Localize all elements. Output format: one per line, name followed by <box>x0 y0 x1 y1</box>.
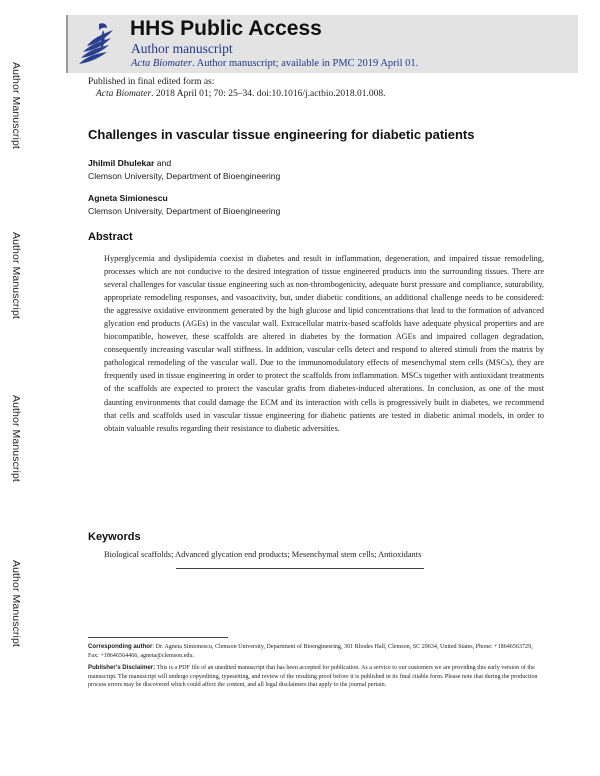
hhs-public-access-title: HHS Public Access <box>130 17 322 40</box>
citation-line: Acta Biomater. 2018 April 01; 70: 25–34. doi:10.1016/j.actbio.2018.01.008. <box>96 89 386 99</box>
keywords-divider <box>176 568 424 569</box>
availability-line: Acta Biomater. Author manuscript; available in PMC 2019 April 01. <box>131 58 419 69</box>
keywords-heading: Keywords <box>88 531 141 543</box>
footnote-divider <box>88 637 228 638</box>
side-label-author-manuscript: Author Manuscript <box>10 560 22 647</box>
author-affiliation: Clemson University, Department of Bioengineering <box>88 206 281 216</box>
side-label-author-manuscript: Author Manuscript <box>10 395 22 482</box>
article-title: Challenges in vascular tissue engineering for diabetic patients <box>88 127 475 142</box>
corresponding-author-note: Corresponding author: Dr. Agneta Simionescu, Clemson University, Department of Bioengineering, 301 Rhodes Hall, Clemson, SC 29634, United States, Phone: +18646563729, Fax: +18646564466, agneta@clemson.edu. <box>88 643 533 659</box>
abstract-heading: Abstract <box>88 231 133 243</box>
side-label-author-manuscript: Author Manuscript <box>10 62 22 149</box>
author-name: Jhilmil Dhulekar and <box>88 158 172 168</box>
published-in-label: Published in final edited form as: <box>88 77 215 87</box>
side-label-author-manuscript: Author Manuscript <box>10 232 22 319</box>
keywords-list: Biological scaffolds; Advanced glycation end products; Mesenchymal stem cells; Antioxidants <box>104 550 422 559</box>
author-name: Agneta Simionescu <box>88 193 168 203</box>
hhs-eagle-logo-icon <box>73 18 117 70</box>
publisher-disclaimer-note: Publisher's Disclaimer: This is a PDF file of an unedited manuscript that has been accepted for publication. As a service to our customers we are providing this early version of the manuscript. The manuscript will undergo copyediting, typesetting, and review of the resulting proof before it is published in its final citable form. Please note that during the production process errors may be discovered which could affect the content, and all legal disclaimers that apply to the journal pertain. <box>88 664 538 689</box>
abstract-body: Hyperglycemia and dyslipidemia coexist in diabetes and result in inflammation, degeneration, and impaired tissue remodeling, processes which are not conducive to the desired integration of tissue engineered products into the surrounding tissues. There are several challenges for vascular tissue engineering such as non-thrombogenicity, adequate burst pressure and compliance, suturability, appropriate remodeling responses, and vasoactivity, but, under diabetic conditions, an additional challenge needs to be considered: the aggressive oxidative environment generated by the high glucose and lipid concentrations that lead to the formation of advanced glycation end products (AGEs) in the vascular wall. Extracellular matrix-based scaffolds have adequate physical properties and are biocompatible, however, these scaffolds are altered in diabetes by the formation AGEs and impaired collagen degradation, consequently increasing vascular wall stiffness. In addition, vascular cells detect and respond to altered stimuli from the matrix by pathological remodeling of the vascular wall. Due to the immunomodulatory effects of mesenchymal stem cells (MSCs), they are frequently used in tissue engineering in order to protect the scaffolds from inflammation. MSCs together with antioxidant treatments of the scaffolds are expected to protect the vascular grafts from diabetes-induced alterations. In conclusion, as one of the most daunting environments that could damage the ECM and its interaction with cells is progressively built in diabetes, we recommend that cells and scaffolds used in vascular tissue engineering for diabetic patients are tested in diabetic animal models, in order to obtain valuable results regarding their resistance to diabetic adversities. <box>104 254 544 433</box>
author-manuscript-label: Author manuscript <box>131 41 233 56</box>
author-affiliation: Clemson University, Department of Bioengineering <box>88 171 281 181</box>
